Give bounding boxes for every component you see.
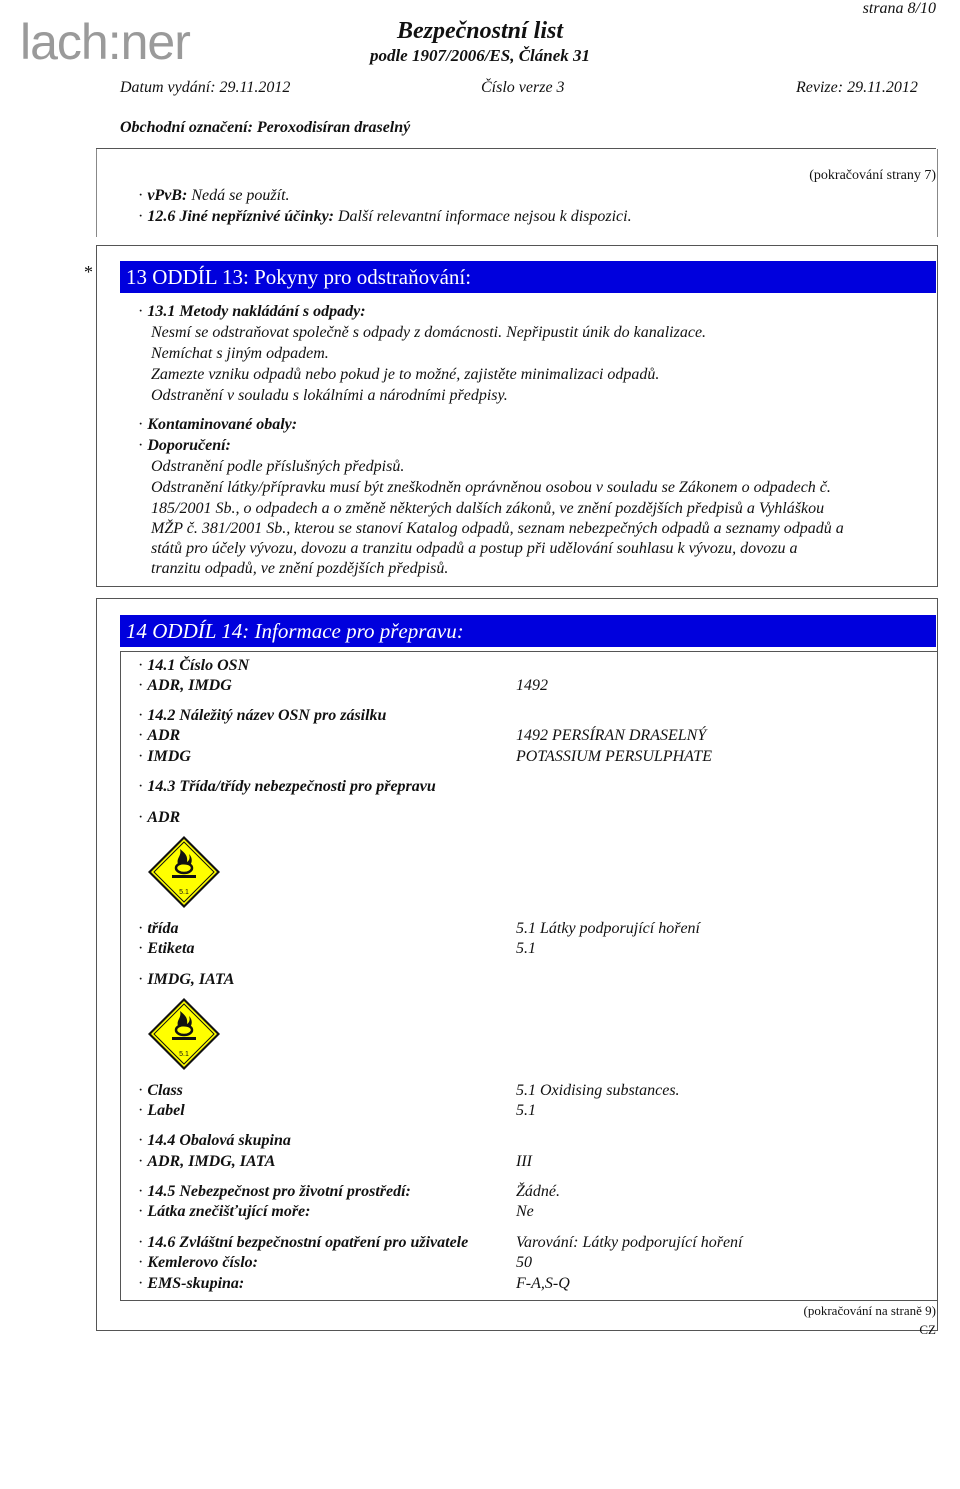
recommendation-line: Odstranění podle příslušných předpisů. <box>151 458 405 475</box>
transport-row: · 14.2 Náležitý název OSN pro zásilku <box>138 707 387 724</box>
transport-row: · 14.5 Nebezpečnost pro životní prostředí: <box>138 1183 411 1200</box>
transport-row-label: Látka znečišťující moře: <box>147 1203 311 1220</box>
pictogram-class-label: 5.1 <box>179 889 189 896</box>
waste-methods-line: Zamezte vzniku odpadů nebo pokud je to možné, zajistěte minimalizaci odpadů. <box>151 366 660 383</box>
document-title: Bezpečnostní list <box>396 18 564 44</box>
packaging-label: Kontaminované obaly: <box>147 416 298 433</box>
transport-row: · třída <box>138 920 179 937</box>
other-effects-row: · 12.6 Jiné nepříznivé účinky: Další relevantní informace nejsou k dispozici. <box>138 208 632 225</box>
transport-row: · Etiketa <box>138 940 195 957</box>
transport-row-label: 14.1 Číslo OSN <box>147 657 250 674</box>
transport-row: · IMDG, IATA <box>138 971 235 988</box>
packaging-row: · Kontaminované obaly: <box>138 416 298 433</box>
transport-row-label: ADR <box>147 809 181 826</box>
transport-row-value: Žádné. <box>516 1183 560 1200</box>
transport-row: · Class <box>138 1082 183 1099</box>
transport-row-value: 1492 <box>516 677 548 694</box>
transport-row: · 14.6 Zvláštní bezpečnostní opatření pro uživatele <box>138 1234 469 1251</box>
transport-row-label: 14.2 Náležitý název OSN pro zásilku <box>147 707 387 724</box>
transport-row-label: IMDG <box>147 748 191 765</box>
transport-row: · 14.3 Třída/třídy nebezpečnosti pro přepravu <box>138 778 436 795</box>
transport-row: · ADR, IMDG <box>138 677 232 694</box>
recommendation-row: · Doporučení: <box>138 437 231 454</box>
waste-methods-line: Nemíchat s jiným odpadem. <box>151 345 329 362</box>
transport-row: · Kemlerovo číslo: <box>138 1254 258 1271</box>
recommendation-line: států pro účely vývozu, dovozu a tranzitu odpadů a postup při udělování souhlasu k vývozu, dovozu a <box>151 540 798 557</box>
transport-row-label: ADR <box>147 727 181 744</box>
document-subtitle: podle 1907/2006/ES, Článek 31 <box>369 46 591 65</box>
transport-row-label: Kemlerovo číslo: <box>147 1254 258 1271</box>
flame-over-circle-icon <box>146 996 222 1072</box>
recommendation-line: 185/2001 Sb., o odpadech a o změně některých dalších zákonů, ve znění pozdějších předpisů a Vyhláškou <box>151 500 825 517</box>
transport-row-value: 1492 PERSÍRAN DRASELNÝ <box>516 727 707 744</box>
waste-methods-label-row: · 13.1 Metody nakládání s odpady: <box>138 303 366 320</box>
transport-row: · EMS-skupina: <box>138 1275 245 1292</box>
transport-row: · ADR <box>138 809 181 826</box>
transport-row-value: POTASSIUM PERSULPHATE <box>516 748 712 765</box>
transport-row-value: 50 <box>516 1254 532 1271</box>
transport-row-value: Varování: Látky podporující hoření <box>516 1234 743 1251</box>
transport-row-value: 5.1 Oxidising substances. <box>516 1082 680 1099</box>
vpvb-text: Nedá se použít. <box>191 187 290 204</box>
transport-row-label: 14.5 Nebezpečnost pro životní prostředí: <box>147 1183 411 1200</box>
revision-date: Revize: 29.11.2012 <box>796 79 918 96</box>
section-13-title: 13 ODDÍL 13: Pokyny pro odstraňování: <box>120 261 936 293</box>
transport-row: · ADR <box>138 727 181 744</box>
other-effects-label: 12.6 Jiné nepříznivé účinky: <box>147 208 334 225</box>
transport-row-value: Ne <box>516 1203 534 1220</box>
section-14-title: 14 ODDÍL 14: Informace pro přepravu: <box>120 615 936 647</box>
waste-methods-line: Nesmí se odstraňovat společně s odpady z domácnosti. Nepřipustit únik do kanalizace. <box>151 324 707 341</box>
recommendation-line: MŽP č. 381/2001 Sb., kterou se stanoví Katalog odpadů, seznam nebezpečných odpadů a seznamy odpadů a <box>151 520 844 537</box>
flame-over-circle-icon <box>146 834 222 910</box>
recommendation-line: tranzitu odpadů, ve znění pozdějších předpisů. <box>151 560 449 577</box>
page-number: strana 8/10 <box>862 0 936 17</box>
waste-methods-line: Odstranění v souladu s lokálními a národními předpisy. <box>151 387 508 404</box>
transport-row: · IMDG <box>138 748 191 765</box>
vpvb-row: · vPvB: Nedá se použít. <box>138 187 290 204</box>
language-code: CZ <box>919 1322 936 1337</box>
transport-row: · ADR, IMDG, IATA <box>138 1153 276 1170</box>
transport-row-label: třída <box>147 920 179 937</box>
recommendation-label: Doporučení: <box>147 437 231 454</box>
transport-row: · 14.1 Číslo OSN <box>138 657 250 674</box>
transport-row-label: EMS-skupina: <box>147 1275 245 1292</box>
transport-row-value: 5.1 <box>516 940 536 957</box>
transport-row-label: 14.6 Zvláštní bezpečnostní opatření pro uživatele <box>147 1234 469 1251</box>
version-number: Číslo verze 3 <box>481 79 565 96</box>
recommendation-line: Odstranění látky/přípravku musí být zneškodněn oprávněnou osobou v souladu se Zákonem o odpadech č. <box>151 479 831 496</box>
transport-row-label: 14.4 Obalová skupina <box>147 1132 291 1149</box>
issue-date: Datum vydání: 29.11.2012 <box>120 79 291 96</box>
transport-row-label: Etiketa <box>147 940 195 957</box>
waste-methods-label: 13.1 Metody nakládání s odpady: <box>147 303 366 320</box>
transport-row-label: ADR, IMDG <box>147 677 232 694</box>
company-logo: lach:ner <box>20 14 190 70</box>
transport-row-label: Label <box>147 1102 185 1119</box>
transport-row-label: ADR, IMDG, IATA <box>147 1153 276 1170</box>
transport-row-value: 5.1 <box>516 1102 536 1119</box>
transport-row-label: IMDG, IATA <box>147 971 235 988</box>
transport-row-label: 14.3 Třída/třídy nebezpečnosti pro přepravu <box>147 778 436 795</box>
transport-row: · 14.4 Obalová skupina <box>138 1132 291 1149</box>
other-effects-text: Další relevantní informace nejsou k dispozici. <box>338 208 632 225</box>
transport-row-value: F-A,S-Q <box>516 1275 570 1292</box>
revision-marker: * <box>84 262 93 282</box>
continuation-top: (pokračování strany 7) <box>809 168 936 183</box>
transport-row: · Label <box>138 1102 185 1119</box>
trade-name: Obchodní označení: Peroxodisíran draselný <box>120 119 411 136</box>
transport-row-value: III <box>516 1153 532 1170</box>
pictogram-class-label: 5.1 <box>179 1051 189 1058</box>
transport-row: · Látka znečišťující moře: <box>138 1203 311 1220</box>
vpvb-label: vPvB: <box>147 187 188 204</box>
continuation-bottom: (pokračování na straně 9) <box>803 1303 936 1318</box>
transport-row-value: 5.1 Látky podporující hoření <box>516 920 700 937</box>
transport-row-label: Class <box>147 1082 183 1099</box>
